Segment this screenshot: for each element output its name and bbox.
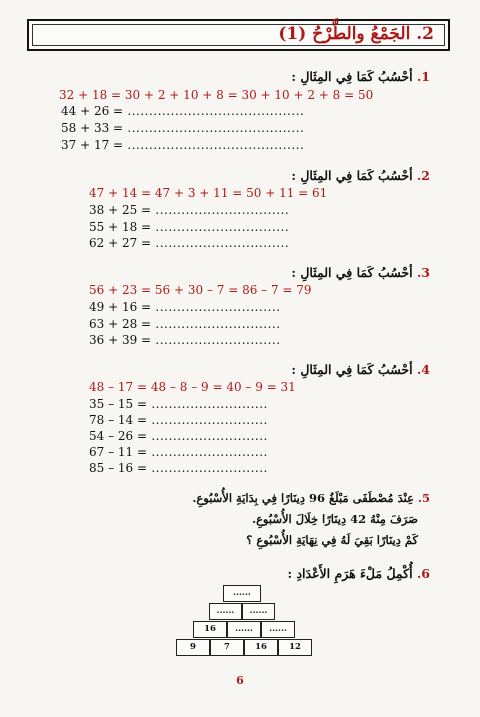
exercise-5-amount-2: 42 [350,512,367,526]
exercise-2-problem-2 [89,220,289,234]
answer-blank[interactable]: ......................................... [123,138,305,152]
answer-blank[interactable]: ........................... [147,397,268,411]
answer-blank[interactable]: ........................... [147,429,268,443]
exercise-5-question: كَمْ دِينَارًا بَقِيَ لَهُ فِي نِهَايَةِ الأُسْبُوعِ ؟ [246,533,418,547]
exercise-5-line-2 [252,512,418,526]
pyramid-cell[interactable]: ...... [209,603,242,620]
exercise-5-text-2b: دِينَارًا خِلَالَ الأُسْبُوعِ. [252,512,347,526]
exercise-5-text-1a: عِنْدَ مُصْطَفَى مَبْلَغُ [329,491,414,505]
exercise-5-text-1b: دِينَارًا فِي بِدَايَةِ الأُسْبُوعِ. [192,491,305,505]
exercise-2-problem-1 [89,203,289,217]
pyramid-cell[interactable]: ...... [261,621,295,638]
exercise-1-heading [291,69,430,84]
pyramid-cell-top[interactable]: ...... [223,585,261,602]
exercise-4-problem-4 [89,445,268,459]
exercise-1-number: 1. [416,69,430,84]
exercise-1-example: 32 + 18 = 30 + 2 + 10 + 8 = 30 + 10 + 2 + 8 = 50 [59,88,374,102]
answer-blank[interactable]: ............................. [151,317,281,331]
exercise-3-number: 3. [416,265,430,280]
exercise-2-heading [291,168,430,183]
problem-expression: 55 + 18 = [89,220,152,234]
exercise-5-text-2a: صَرَفَ مِنْهُ [370,512,418,526]
pyramid-cell[interactable]: 16 [193,621,227,638]
answer-blank[interactable]: ......................................... [123,104,305,118]
exercise-3-problem-1 [89,300,281,314]
problem-expression: 85 – 16 = [89,461,148,475]
exercise-3-instruction: أحْسُبُ كَمَا فِي المِثَالِ : [291,265,413,280]
exercise-4-number: 4. [416,362,430,377]
exercise-5-line-1 [192,491,430,505]
exercise-1-instruction: أحْسُبُ كَمَا فِي المِثَالِ : [291,69,413,84]
exercise-3-heading [291,265,430,280]
answer-blank[interactable]: ............................... [151,203,290,217]
exercise-2-problem-3 [89,236,289,250]
problem-expression: 78 – 14 = [89,413,148,427]
answer-blank[interactable]: ........................... [147,413,268,427]
exercise-4-heading [291,362,430,377]
problem-expression: 58 + 33 = [61,121,124,135]
answer-blank[interactable]: ............................. [151,300,281,314]
pyramid-cell-base: 16 [244,639,278,656]
problem-expression: 38 + 25 = [89,203,152,217]
exercise-3-problem-3 [89,333,281,347]
exercise-3-problem-2 [89,317,281,331]
exercise-1-problem-2 [61,121,304,135]
problem-expression: 37 + 17 = [61,138,124,152]
problem-expression: 49 + 16 = [89,300,152,314]
page-number: 6 [236,674,244,687]
exercise-4-problem-5 [89,461,268,475]
problem-expression: 67 – 11 = [89,445,148,459]
answer-blank[interactable]: ............................... [151,236,290,250]
pyramid-cell[interactable]: ...... [227,621,261,638]
answer-blank[interactable]: ............................... [151,220,290,234]
exercise-6-heading [288,566,431,581]
answer-blank[interactable]: ......................................... [123,121,305,135]
pyramid-cell-base: 12 [278,639,312,656]
page-title: 2. الجَمْعُ والطَّرْحُ (1) [278,24,434,44]
answer-blank[interactable]: ........................... [147,461,268,475]
exercise-4-problem-2 [89,413,268,427]
exercise-6-number: 6. [416,566,430,581]
pyramid-cell[interactable]: ...... [242,603,275,620]
exercise-6-instruction: أُكْمِلُ مَلْءَ هَرَمِ الأَعْدَادِ : [287,566,413,581]
problem-expression: 36 + 39 = [89,333,152,347]
exercise-2-instruction: أحْسُبُ كَمَا فِي المِثَالِ : [291,168,413,183]
exercise-3-example: 56 + 23 = 56 + 30 – 7 = 86 – 7 = 79 [89,283,312,297]
exercise-2-example: 47 + 14 = 47 + 3 + 11 = 50 + 11 = 61 [89,186,328,200]
exercise-4-problem-1 [89,397,268,411]
exercise-4-instruction: أحْسُبُ كَمَا فِي المِثَالِ : [291,362,413,377]
exercise-2-number: 2. [416,168,430,183]
exercise-4-problem-3 [89,429,268,443]
problem-expression: 63 + 28 = [89,317,152,331]
problem-expression: 44 + 26 = [61,104,124,118]
answer-blank[interactable]: ............................. [151,333,281,347]
exercise-5-number: 5. [417,491,430,505]
exercise-1-problem-3 [61,138,304,152]
title-box [27,19,450,51]
problem-expression: 54 – 26 = [89,429,148,443]
answer-blank[interactable]: ........................... [147,445,268,459]
exercise-4-example: 48 – 17 = 48 – 8 – 9 = 40 – 9 = 31 [89,380,296,394]
pyramid-cell-base: 9 [176,639,210,656]
exercise-5-amount-1: 96 [309,491,326,505]
problem-expression: 62 + 27 = [89,236,152,250]
problem-expression: 35 – 15 = [89,397,148,411]
exercise-1-problem-1 [61,104,304,118]
pyramid-cell-base: 7 [210,639,244,656]
